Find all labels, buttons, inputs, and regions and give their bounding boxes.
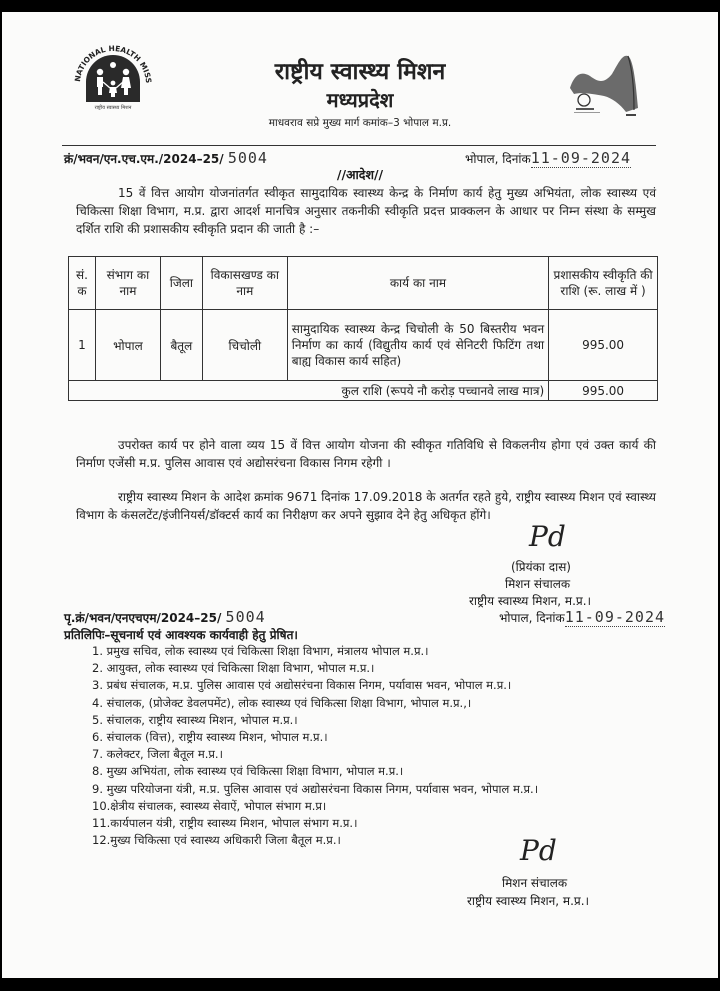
column-header-amount: प्रशासकीय स्वीकृति की राशि (रू. लाख में ) [549,257,658,310]
header-divider [62,145,656,146]
signatory-2-organization: राष्ट्रीय स्वास्थ्य मिशन, म.प्र.। [467,894,590,908]
date-field [565,608,665,627]
column-header-district: जिला [160,257,202,310]
table-row [69,310,658,381]
copy-heading: प्रतिलिपिः–सूचनार्थ एवं आवश्यक कार्यवाही हेतु प्रेषित। [64,628,298,642]
copy-reference-prefix: पृ.क्रं/भवन/एनएचएम/2024–25/ [64,611,222,625]
list-item: 7. कलेक्टर, जिला बैतूल म.प्र.। [92,747,223,762]
expense-paragraph-text: उपरोक्त कार्य पर होने वाला व्यय 15 वें वित्त आयोग योजना की स्वीकृत गतिविधि से विकलनीय होगा एवं उक्त कार्य की निर्माण एजेंसी म.प्र. पुलिस आवास एवं अद्योसरंचना विकास निगम रहेगी । [76,438,656,470]
column-header-sno: सं. क [69,257,96,310]
copy-recipient-list [92,643,538,849]
list-item: 5. संचालक, राष्ट्रीय स्वास्थ्य मिशन, भोपाल म.प्र.। [92,712,298,727]
column-header-block: विकासखण्ड का नाम [202,257,287,310]
intro-paragraph [76,184,656,238]
svg-text:NATIONAL HEALTH MISSION: NATIONAL HEALTH MISS [72,43,154,84]
cell-district: बैतूल [160,310,202,381]
list-item: 6. संचालक (वित्त), राष्ट्रीय स्वास्थ्य मिशन, भोपाल म.प्र.। [92,730,328,745]
list-item: 4. संचालक, (प्रोजेक्ट डेवलपमेंट), लोक स्वास्थ्य एवं चिकित्सा शिक्षा विभाग, भोपाल म.प्र.,। [92,695,472,710]
column-header-division: संभाग का नाम [95,257,160,310]
sanction-table [68,256,658,401]
reference-prefix: क्रं/भवन/एन.एच.एम./2024–25/ [64,152,224,166]
list-item: 9. मुख्य परियोजना यंत्री, म.प्र. पुलिस आवास एवं अद्योसरंचना विकास निगम, पर्यावास भवन, भोपाल म.प्र.। [92,781,539,796]
cell-block: चिचोली [202,310,287,381]
cell-amount: 995.00 [549,310,658,381]
date-label: भोपाल, दिनांक [465,152,531,166]
signatory-organization: राष्ट्रीय स्वास्थ्य मिशन, म.प्र.। [469,594,592,608]
document-page [2,12,718,978]
reference-number [64,149,268,167]
cell-sno: 1 [69,310,96,381]
signature-1-mark: Pd [529,520,566,553]
list-item: 1. प्रमुख सचिव, लोक स्वास्थ्य एवं चिकित्सा शिक्षा विभाग, मंत्रालय भोपाल म.प्र.। [92,644,429,658]
inspection-paragraph [76,488,656,524]
date-handwritten: 11-09-2024 [564,608,666,626]
list-item: 2. आयुक्त, लोक स्वास्थ्य एवं चिकित्सा शिक्षा विभाग, भोपाल म.प्र.। [92,661,375,676]
list-item: 10.क्षेत्रीय संचालक, स्वास्थ्य सेवाऐं, भोपाल संभाग म.प्र। [92,798,327,813]
inspection-paragraph-text: राष्ट्रीय स्वास्थ्य मिशन के आदेश क्रमांक 9671 दिनांक 17.09.2018 के अतर्गत रहते हुये, राष्ट्रीय स्वास्थ्य मिशन एवं स्वास्थ्य विभाग के कंसलटेंट/इंजीनियर्स/डॉक्टर्स कार्य का निरीक्षण कर अपने सुझाव देने हेतु अधिकृत होंगे। [76,490,656,522]
signatory-name: (प्रियंका दास) [511,560,571,574]
signature-1-date [499,608,665,627]
table-total-row [69,381,658,401]
list-item: 11.कार्यपालन यंत्री, राष्ट्रीय स्वास्थ्य मिशन, भोपाल संभाग म.प्र.। [92,816,358,831]
copy-reference-number [64,608,266,626]
signature-2-mark: Pd [520,834,557,867]
expense-paragraph [76,436,656,472]
organization-title: राष्ट्रीय स्वास्थ्य मिशन [274,59,446,85]
organization-address: माधवराव सप्रे मुख्य मार्ग कमांक–3 भोपाल म.प्र. [268,117,452,129]
list-item: 12.मुख्य चिकित्सा एवं स्वास्थ्य अधिकारी जिला बैतूल म.प्र.। [92,833,341,848]
cell-division: भोपाल [95,310,160,381]
column-header-work: कार्य का नाम [287,257,548,310]
date-handwritten: 11-09-2024 [530,149,632,167]
order-heading: //आदेश// [336,167,384,182]
copy-reference-number-handwritten: 5004 [225,608,266,626]
signatory-designation: मिशन संचालक [505,577,571,591]
date-label: भोपाल, दिनांक [499,611,565,625]
table-header-row [69,257,658,310]
list-item: 8. मुख्य अभियंता, लोक स्वास्थ्य एवं चिकित्सा शिक्षा विभाग, भोपाल म.प्र.। [92,764,404,779]
organization-state: मध्यप्रदेश [326,88,394,112]
total-amount: 995.00 [549,381,658,401]
reference-number-handwritten: 5004 [227,149,268,167]
signatory-2-designation: मिशन संचालक [502,876,568,890]
cell-work: सामुदायिक स्वास्थ्य केन्द्र चिचोली के 50 बिस्तरीय भवन निर्माण का कार्य (विद्युतीय कार्य एवं सेनिटरी फिटिंग तथा बाह्य विकास कार्य सहित) [287,310,548,381]
total-label: कुल राशि (रूपये नौ करोड़ पच्चानवे लाख मात्र) [69,381,549,401]
intro-paragraph-text: 15 वें वित्त आयोग योजनांतर्गत स्वीकृत सामुदायिक स्वास्थ्य केन्द्र के निर्माण कार्य हेतु मुख्य अभियंता, लोक स्वास्थ्य एवं चिकित्सा शिक्षा विभाग, म.प्र. द्वारा आदर्श मानचित्र अनुसार तकनीकी स्वीकृति प्रदत्त प्राक्कलन के आधार पर निम्न संस्था के सम्मुख दर्शित राशि की प्रशासकीय स्वीकृति प्रदान की जाती है :– [76,186,656,236]
svg-text:राष्ट्रीय स्वास्थ्य मिशन: राष्ट्रीय स्वास्थ्य मिशन [94,105,132,111]
list-item: 3. प्रबंध संचालक, म.प्र. पुलिस आवास एवं अद्योसरंचना विकास निगम, पर्यावास भवन, भोपाल म.प्र.। [92,678,512,693]
